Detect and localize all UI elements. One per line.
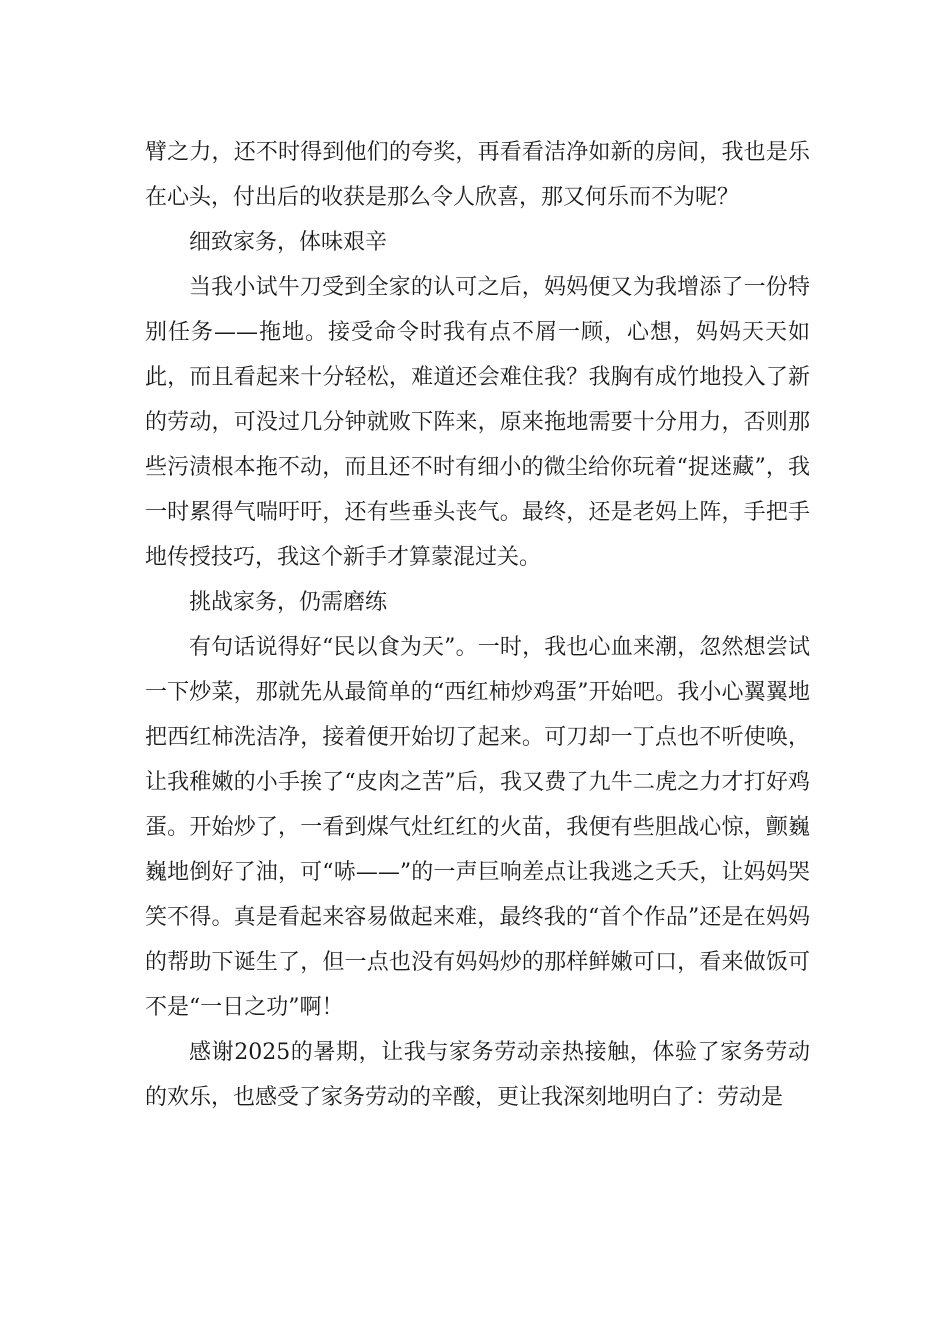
paragraph-conclusion: 感谢2025的暑期，让我与家务劳动亲热接触，体验了家务劳动的欢乐，也感受了家务劳动的辛酸，更让我深刻地明白了：劳动是 xyxy=(145,1040,810,1110)
section-heading-meticulous-chores: 细致家务，体味艰辛 xyxy=(189,230,388,255)
paragraph-mopping: 当我小试牛刀受到全家的认可之后，妈妈便又为我增添了一份特别任务——拖地。接受命令时我有点不屑一顾，心想，妈妈天天如此，而且看起来十分轻松，难道还会难住我？我胸有成竹地投入了新的劳动，可没过几分钟就败下阵来，原来拖地需要十分用力，否则那些污渍根本拖不动，而且还不时有细小的微尘给你玩着“捉迷藏”，我一时累得气喘吁吁，还有些垂头丧气。最终，还是老妈上阵，手把手地传授技巧，我这个新手才算蒙混过关。 xyxy=(145,275,810,570)
body-text xyxy=(145,130,810,1120)
paragraph-continuation: 臂之力，还不时得到他们的夸奖，再看看洁净如新的房间，我也是乐在心头，付出后的收获是那么令人欣喜，那又何乐而不为呢？ xyxy=(145,140,810,210)
section-heading-challenge-chores: 挑战家务，仍需磨练 xyxy=(189,590,388,615)
paragraph-cooking: 有句话说得好“民以食为天”。一时，我也心血来潮，忽然想尝试一下炒菜，那就先从最简单的“西红柿炒鸡蛋”开始吧。我小心翼翼地把西红柿洗洁净，接着便开始切了起来。可刀却一丁点也不听使唤，让我稚嫩的小手挨了“皮肉之苦”后，我又费了九牛二虎之力才打好鸡蛋。开始炒了，一看到煤气灶红红的火苗，我便有些胆战心惊，颤巍巍地倒好了油，可“哧——”的一声巨响差点让我逃之夭夭，让妈妈哭笑不得。真是看起来容易做起来难，最终我的“首个作品”还是在妈妈的帮助下诞生了，但一点也没有妈妈炒的那样鲜嫩可口，看来做饭可不是“一日之功”啊！ xyxy=(145,635,810,1020)
